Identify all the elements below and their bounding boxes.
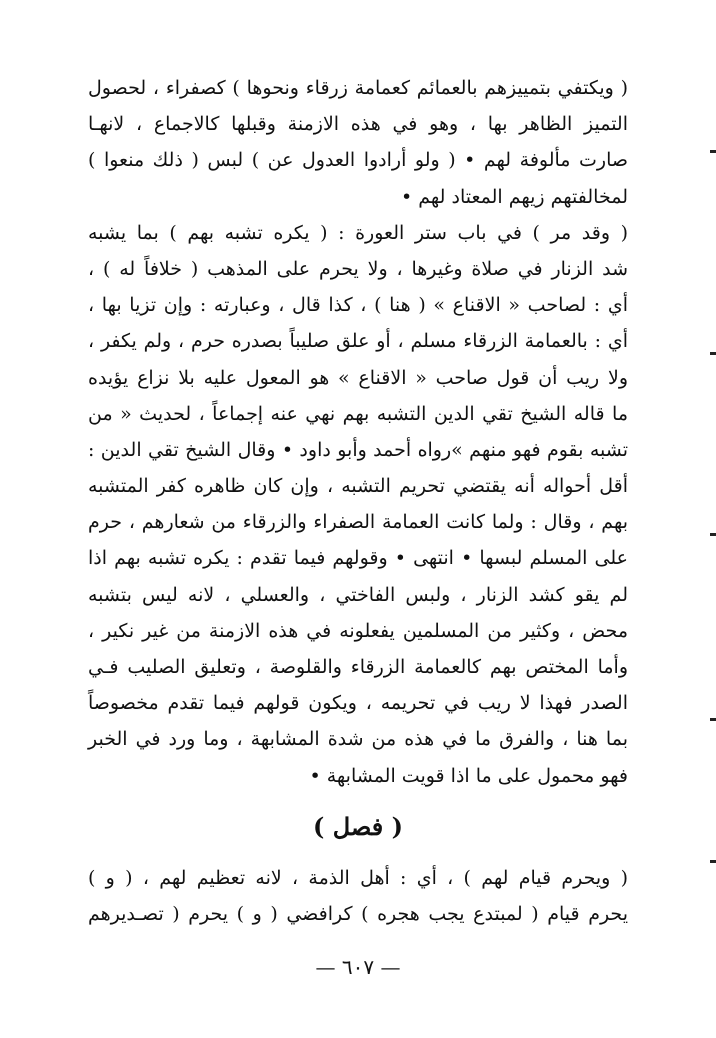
text-line: صارت مألوفة لهم • ( ولو أرادوا العدول عن ) لبس ( ذلك منعوا ): [88, 149, 628, 172]
text-line: لمخالفتهم زيهم المعتاد لهم •: [401, 185, 628, 208]
text-line: محض ، وكثير من المسلمين يفعلونه في هذه الازمنة من غير نكير ،: [88, 619, 628, 642]
margin-mark: [710, 150, 716, 153]
margin-mark: [710, 718, 716, 721]
text-line: التميز الظاهر بها ، وهو في هذه الازمنة وقبلها كالاجماع ، لانهـا: [88, 113, 628, 136]
text-line: تشبه بقوم فهو منهم »رواه أحمد وأبو داود • وقال الشيخ تقي الدين :: [88, 438, 628, 461]
text-line: على المسلم لبسها • انتهى • وقولهم فيما تقدم : يكره تشبه بهم اذا: [88, 547, 628, 570]
margin-mark: [710, 860, 716, 863]
text-line: لم يقو كشد الزنار ، ولبس الفاختي ، والعسلي ، لانه ليس بتشبه: [88, 583, 628, 606]
text-line: ما قاله الشيخ تقي الدين التشبه بهم نهي عنه إجماعاً ، لحديث « من: [88, 402, 628, 425]
text-line: فهو محمول على ما اذا قويت المشابهة •: [309, 764, 628, 787]
text-line: ولا ريب أن قول صاحب « الاقناع » هو المعول عليه بلا نزاع يؤيده: [88, 366, 628, 389]
text-line: الصدر فهذا لا ريب في تحريمه ، ويكون قولهم فيما تقدم مخصوصاً: [88, 692, 628, 715]
text-line: بما هنا ، والفرق ما في هذه من شدة المشابهة ، وما ورد في الخبر: [88, 728, 628, 751]
text-line: أي : بالعمامة الزرقاء مسلم ، أو علق صليباً بصدره حرم ، ولم يكفر ،: [88, 330, 628, 353]
page-number: — ٦٠٧ —: [315, 955, 401, 979]
text-line: يحرم قيام ( لمبتدع يجب هجره ) كرافضي ( و ) يحرم ( تصـديرهم: [88, 902, 628, 925]
text-line: أقل أحواله أنه يقتضي تحريم التشبه ، وإن كان ظاهره كفر المتشبه: [88, 475, 628, 498]
text-line: ( ويحرم قيام لهم ) ، أي : أهل الذمة ، لانه تعظيم لهم ، ( و ): [88, 866, 628, 889]
text-line: ( وقد مر ) في باب ستر العورة : ( يكره تشبه بهم ) بما يشبه: [88, 221, 628, 244]
text-line: ( ويكتفي بتمييزهم بالعمائم كعمامة زرقاء ونحوها ) كصفراء ، لحصول: [88, 77, 628, 99]
text-line: بهم ، وقال : ولما كانت العمامة الصفراء والزرقاء من شعارهم ، حرم: [88, 511, 628, 534]
text-line: وأما المختص بهم كالعمامة الزرقاء والقلوصة ، وتعليق الصليب فـي: [88, 656, 628, 678]
margin-mark: [710, 533, 716, 536]
margin-mark: [710, 352, 716, 355]
text-line: شد الزنار في صلاة وغيرها ، ولا يحرم على المذهب ( خلافاً له ) ،: [88, 257, 628, 280]
page-body: [88, 70, 628, 932]
text-line: أي : لصاحب « الاقناع » ( هنا ) ، كذا قال ، وعبارته : وإن تزيا بها ،: [88, 294, 628, 317]
section-heading: ( فصل ): [313, 811, 403, 841]
